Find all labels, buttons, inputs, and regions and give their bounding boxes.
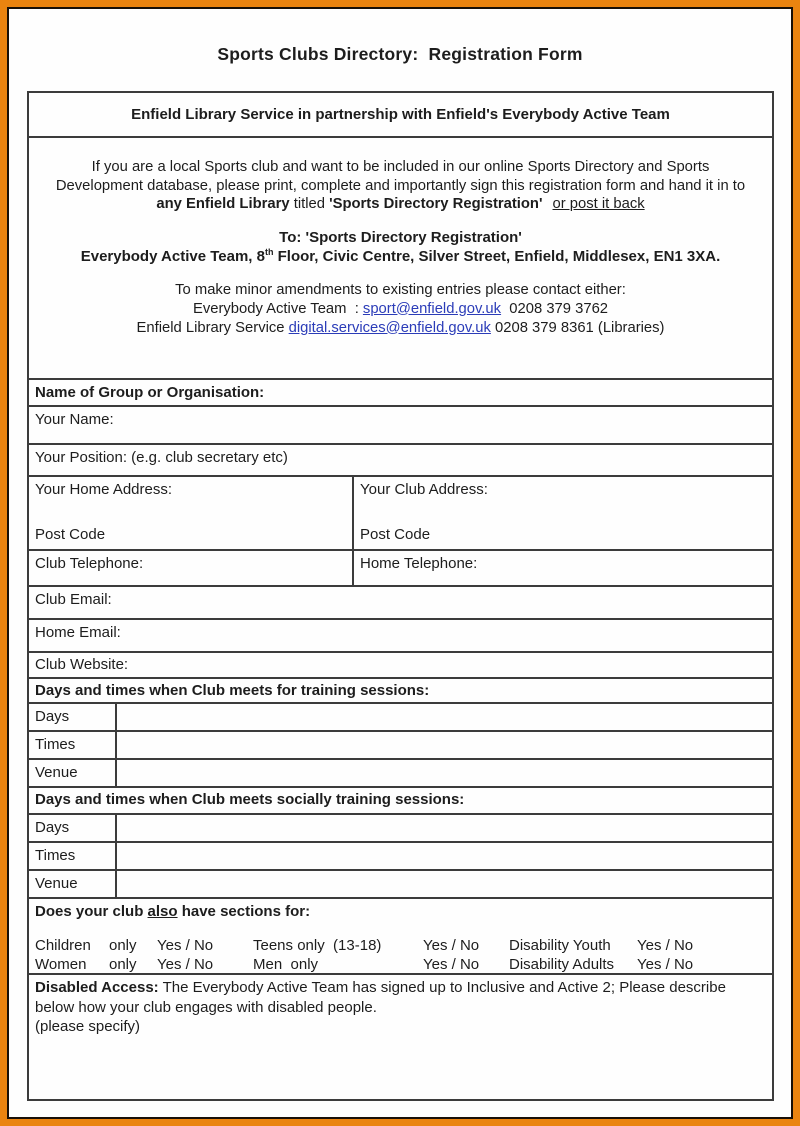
address-line-2-post: Floor, Civic Centre, Silver Street, Enfield, Middlesex, EN1 3XA. [273, 247, 721, 265]
disabled-access-label: Disabled Access: [35, 979, 159, 996]
intro-bold-registration: 'Sports Directory Registration' [329, 196, 543, 212]
social-times-field [117, 843, 772, 869]
section-women-only: only [109, 956, 137, 973]
training-venue-row [29, 758, 772, 786]
address-line-2-pre: Everybody Active Team, 8 [80, 247, 265, 265]
section-disability-adults-label: Disability Adults [509, 956, 615, 973]
social-venue-field [117, 871, 772, 897]
field-telephones-row [29, 549, 772, 585]
social-days-label [29, 815, 117, 841]
venue-text: Venue [35, 875, 78, 892]
sport-email-link[interactable]: sport@enfield.gov.uk [362, 300, 502, 317]
social-sessions-header-text: Days and times when Club meets socially training sessions: [35, 791, 465, 808]
contact-sport-label: Everybody Active Team : [192, 300, 363, 317]
section-women-label: Women [35, 956, 87, 973]
field-club-email [29, 585, 772, 618]
name-of-group-label: Name of Group or Organisation: [35, 384, 265, 401]
home-email-label: Home Email: [35, 624, 121, 641]
field-home-email [29, 618, 772, 651]
page-title: Sports Clubs Directory: Registration Form [217, 44, 583, 64]
your-name-label: Your Name: [35, 411, 114, 428]
section-children-label: Children [35, 937, 91, 954]
section-teens-yesno: Yes / No [423, 937, 480, 954]
contact-sport-phone: 0208 379 3762 [501, 300, 609, 317]
contact-line-sport [35, 300, 766, 319]
training-sessions-header [29, 677, 772, 702]
intro-bold-library: any Enfield Library [156, 196, 290, 212]
training-times-label [29, 732, 117, 758]
club-sections-block [29, 897, 772, 973]
club-email-label: Club Email: [35, 591, 112, 608]
partnership-header [29, 93, 772, 136]
contact-intro: To make minor amendments to existing entries please contact either: [175, 281, 626, 298]
field-club-website [29, 651, 772, 677]
club-postcode-label: Post Code [360, 526, 431, 543]
disabled-access-block [29, 973, 772, 1099]
contact-details [35, 281, 766, 338]
section-disability-youth-label: Disability Youth [509, 937, 611, 954]
intro-paragraph [48, 158, 754, 214]
training-times-row [29, 730, 772, 758]
sections-header-pre: Does your club [35, 903, 148, 920]
intro-post-it-back: or post it back [552, 196, 645, 212]
section-disability-youth-yesno: Yes / No [637, 937, 694, 954]
days-text: Days [35, 708, 70, 725]
section-women-yesno: Yes / No [157, 956, 214, 973]
club-website-label: Club Website: [35, 656, 129, 673]
section-disability-adults-yesno: Yes / No [637, 956, 694, 973]
training-days-field [117, 704, 772, 730]
contact-line-library [35, 319, 766, 338]
section-teens-label: Teens only (13-18) [253, 937, 382, 954]
field-addresses-row [29, 475, 772, 549]
registration-form-table [27, 91, 774, 1101]
digital-services-email-link[interactable]: digital.services@enfield.gov.uk [288, 319, 491, 336]
sections-option-row [35, 955, 766, 973]
social-sessions-header [29, 786, 772, 813]
field-your-position [29, 443, 772, 475]
club-address-label: Your Club Address: [360, 481, 488, 498]
field-name-of-group [29, 378, 772, 405]
training-sessions-header-text: Days and times when Club meets for training sessions: [35, 682, 430, 699]
sections-header [35, 902, 766, 921]
social-venue-row [29, 869, 772, 897]
training-venue-label [29, 760, 117, 786]
field-home-address [29, 477, 354, 549]
field-club-address [354, 477, 772, 549]
training-days-row [29, 702, 772, 730]
intro-section [29, 136, 772, 378]
social-times-row [29, 841, 772, 869]
training-times-field [117, 732, 772, 758]
social-times-label [29, 843, 117, 869]
field-your-name [29, 405, 772, 443]
section-children-yesno: Yes / No [157, 937, 214, 954]
intro-text-1: If you are a local Sports club and want to be included in our online Sports Directory and Sports Development database, please print, complete and importantly sign this registration form and hand it in to [55, 159, 750, 194]
home-telephone-label: Home Telephone: [360, 555, 478, 572]
postal-address [35, 228, 766, 266]
document-page [7, 7, 793, 1119]
contact-library-phone: 0208 379 8361 (Libraries) [490, 319, 665, 336]
days-text: Days [35, 819, 70, 836]
please-specify-label: (please specify) [35, 1018, 141, 1035]
social-days-field [117, 815, 772, 841]
field-home-telephone [354, 551, 772, 585]
home-postcode-label: Post Code [35, 526, 106, 543]
training-venue-field [117, 760, 772, 786]
sections-spacer [35, 921, 766, 936]
your-position-label: Your Position: (e.g. club secretary etc) [35, 449, 288, 466]
section-men-yesno: Yes / No [423, 956, 480, 973]
sections-option-row [35, 936, 766, 955]
social-venue-label [29, 871, 117, 897]
training-days-label [29, 704, 117, 730]
sections-header-also: also [147, 903, 178, 920]
times-text: Times [35, 847, 76, 864]
address-line-1: To: 'Sports Directory Registration' [279, 228, 522, 246]
times-text: Times [35, 736, 76, 753]
venue-text: Venue [35, 764, 78, 781]
club-telephone-label: Club Telephone: [35, 555, 144, 572]
intro-text-2: titled [289, 196, 330, 212]
ordinal-suffix: th [264, 246, 274, 257]
partnership-header-text: Enfield Library Service in partnership with Enfield's Everybody Active Team [131, 106, 670, 123]
field-club-telephone [29, 551, 354, 585]
contact-library-label: Enfield Library Service [136, 319, 289, 336]
social-days-row [29, 813, 772, 841]
section-men-label: Men only [253, 956, 319, 973]
section-children-only: only [109, 937, 137, 954]
home-address-label: Your Home Address: [35, 481, 173, 498]
address-line-2 [35, 247, 766, 266]
sections-header-post: have sections for: [177, 903, 311, 920]
disabled-access-text: The Everybody Active Team has signed up to Inclusive and Active 2; Please describe below how your club engages with disabled people. [35, 979, 726, 1016]
